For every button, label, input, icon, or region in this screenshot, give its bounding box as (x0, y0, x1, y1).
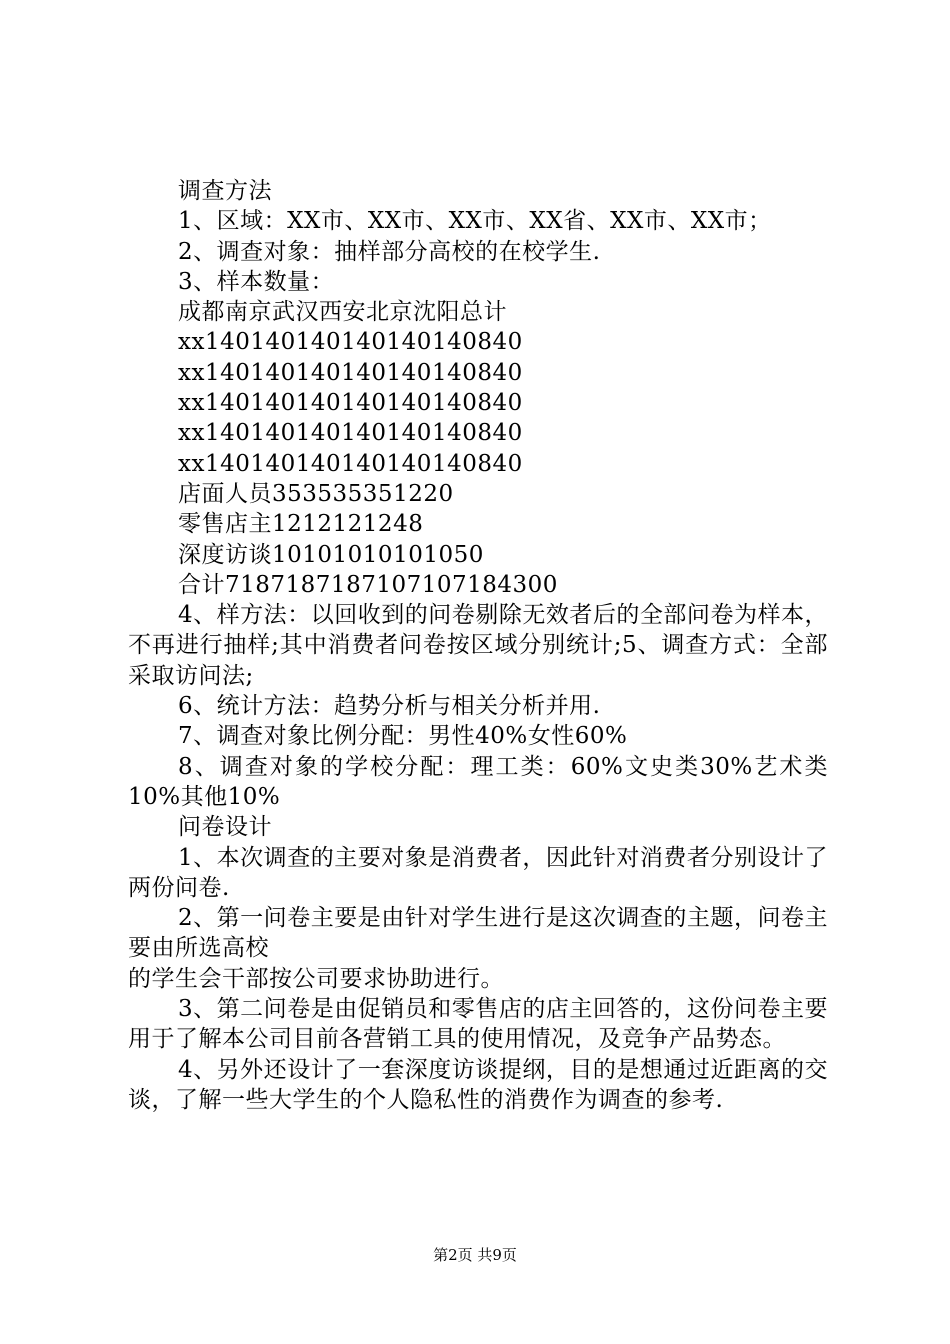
paragraph-continuation: 的学生会干部按公司要求协助进行。 (128, 965, 504, 992)
paragraph: 3、第二问卷是由促销员和零售店的店主回答的，这份问卷主要用于了解本公司目前各营销工具的使用情况，及竞争产品势态。 (128, 996, 828, 1053)
sample-table-row: xx140140140140140140840 (178, 359, 523, 386)
text-line: 2、调查对象：抽样部分高校的在校学生. (178, 238, 601, 265)
sample-table-row: xx140140140140140140840 (178, 390, 523, 417)
sample-table-header: 成都南京武汉西安北京沈阳总计 (178, 299, 507, 326)
section-heading-questionnaire-design: 问卷设计 (178, 814, 272, 841)
text-line: 1、区域：XX市、XX市、XX市、XX省、XX市、XX市； (178, 208, 772, 235)
page-footer: 第2页 共9页 (433, 1246, 517, 1264)
sample-table-row: 店面人员353535351220 (178, 480, 454, 507)
paragraph: 1、本次调查的主要对象是消费者，因此针对消费者分别设计了两份问卷. (128, 844, 828, 901)
sample-table-row: xx140140140140140140840 (178, 329, 523, 356)
sample-table-row: 深度访谈10101010101050 (178, 541, 484, 568)
paragraph: 4、样方法：以回收到的问卷剔除无效者后的全部问卷为样本，不再进行抽样;其中消费者问卷按区域分别统计;5、调查方式：全部采取访问法; (128, 602, 828, 689)
text-line: 3、样本数量： (178, 268, 335, 295)
paragraph: 8、调查对象的学校分配：理工类：60%文史类30%艺术类10%其他10% (128, 753, 828, 810)
section-heading-survey-method: 调查方法 (178, 178, 272, 204)
document-body (128, 176, 828, 1115)
sample-table-row: xx140140140140140140840 (178, 420, 523, 447)
paragraph: 4、另外还设计了一套深度访谈提纲，目的是想通过近距离的交谈，了解一些大学生的个人隐私性的消费作为调查的参考. (128, 1056, 828, 1113)
paragraph: 7、调查对象比例分配：男性40%女性60% (178, 723, 628, 750)
paragraph: 2、第一问卷主要是由针对学生进行是这次调查的主题，问卷主要由所选高校 (128, 905, 828, 962)
sample-table-row: xx140140140140140140840 (178, 450, 523, 477)
paragraph: 6、统计方法：趋势分析与相关分析并用. (178, 693, 601, 720)
sample-table-row: 零售店主1212121248 (178, 511, 424, 538)
sample-table-total-row: 合计718718718710710718430​0 (178, 571, 558, 598)
